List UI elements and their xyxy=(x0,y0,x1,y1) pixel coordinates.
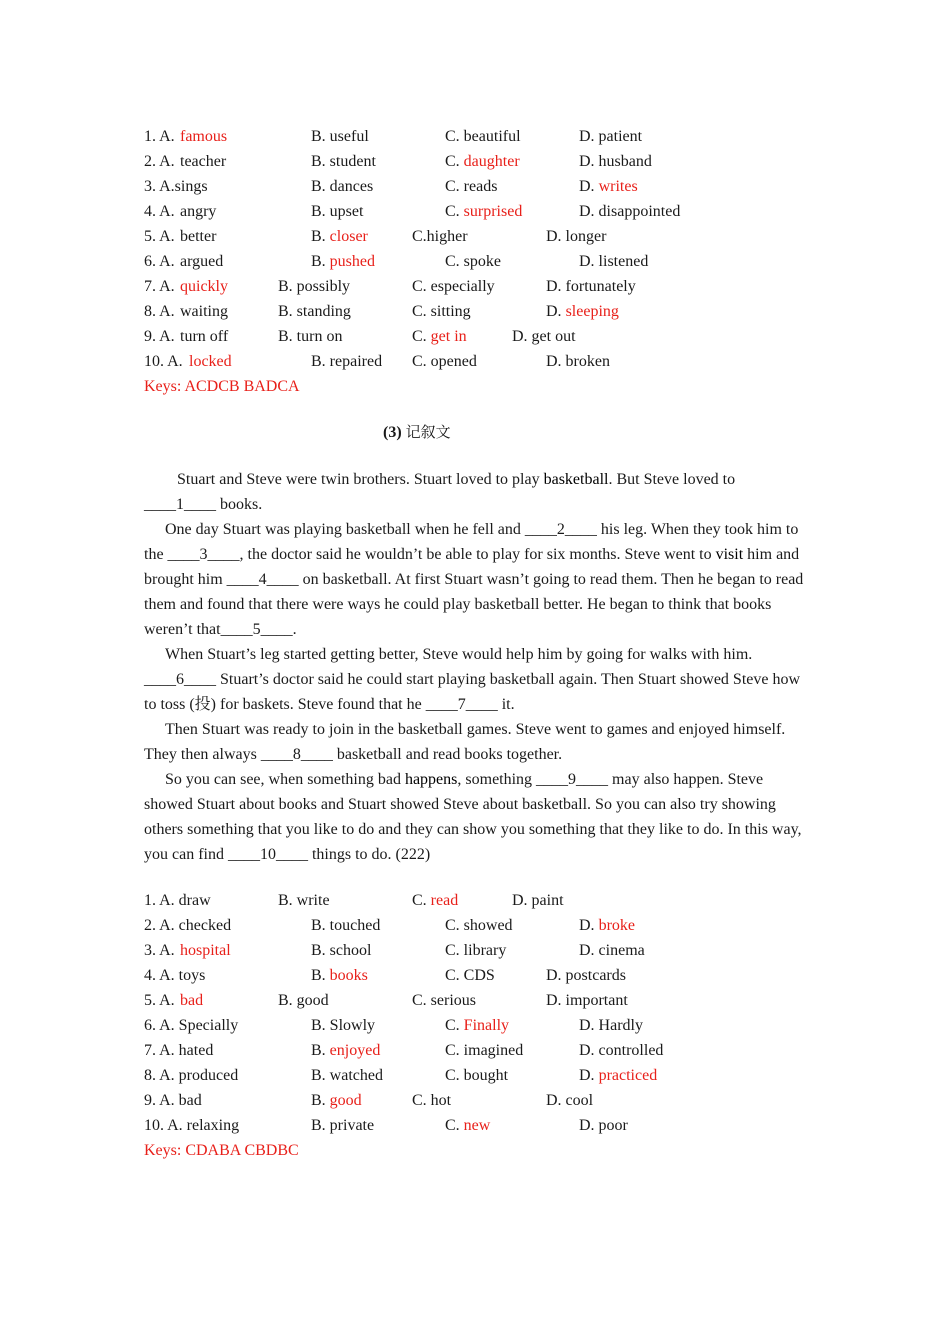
option-label: D. xyxy=(579,1067,595,1084)
heading-number: (3) xyxy=(383,424,402,441)
option-d: D. longer xyxy=(546,228,607,245)
option-d: D. cool xyxy=(546,1092,594,1109)
option-b xyxy=(311,1038,380,1063)
option-c xyxy=(445,1013,509,1038)
passage-paragraph: One day Stuart was playing basketball when he fell and ____2____ his leg. When they took him to the ____3____, the doctor said he wouldn’t be able to play for six months. Steve went to visit him and brought him ____4____ on basketball. At first Stuart wasn’t going to read them. Then he began to read them and found that there were ways he could play basketball better. He began to think that books weren’t that____5____. xyxy=(144,521,804,638)
question-number: 4. A. xyxy=(144,203,175,220)
option-d: D. broken xyxy=(546,353,610,370)
option-label: B. xyxy=(311,228,326,245)
option-a-correct: bad xyxy=(180,992,204,1009)
option-label: D. xyxy=(579,917,595,934)
option-d: D. important xyxy=(546,992,628,1009)
question-number: 2. A. xyxy=(144,153,175,170)
option-b: B. private xyxy=(311,1117,375,1134)
option-d-correct: writes xyxy=(598,178,638,195)
question-number: 5. A. xyxy=(144,228,175,245)
option-d: D. husband xyxy=(579,153,652,170)
option-b: B. useful xyxy=(311,128,369,145)
question-number: 1. A. draw xyxy=(144,892,211,909)
option-c xyxy=(445,149,520,174)
passage-paragraph: So you can see, when something bad happens, something ____9____ may also happen. Steve showed Stuart about books and Stuart showed Steve about basketball. So you can also try showing others something that you like to do and they can show you something that they like to do. In this way, you can find ____10____ things to do. (222) xyxy=(144,771,802,863)
option-c: C. showed xyxy=(445,917,513,934)
option-c-correct: new xyxy=(463,1117,491,1134)
option-label: C. xyxy=(412,328,427,345)
option-c: C. serious xyxy=(412,992,476,1009)
option-a: turn off xyxy=(180,328,229,345)
option-b: B. write xyxy=(278,892,330,909)
option-c-correct: Finally xyxy=(463,1017,510,1034)
passage-paragraph: Stuart and Steve were twin brothers. Stuart loved to play basketball. But Steve loved to ____1____ books. xyxy=(144,471,736,513)
question-number: 9. A. bad xyxy=(144,1092,202,1109)
option-d-correct: broke xyxy=(598,917,635,934)
option-b: B. standing xyxy=(278,303,351,320)
option-b xyxy=(311,963,368,988)
question-number: 7. A. xyxy=(144,278,175,295)
passage xyxy=(144,467,808,867)
option-c: C. spoke xyxy=(445,253,501,270)
option-c-correct: daughter xyxy=(463,153,520,170)
question-number: 10. A. xyxy=(144,353,183,370)
option-b: B. turn on xyxy=(278,328,343,345)
option-c xyxy=(445,1113,490,1138)
answer-keys: Keys: CDABA CBDBC xyxy=(144,1142,299,1159)
option-label: D. xyxy=(546,303,562,320)
option-a-correct: famous xyxy=(180,128,228,145)
option-d: D. disappointed xyxy=(579,203,681,220)
option-c: C. opened xyxy=(412,353,477,370)
option-b xyxy=(311,224,368,249)
option-b: B. good xyxy=(278,992,329,1009)
option-a: angry xyxy=(180,203,217,220)
option-b xyxy=(311,1088,362,1113)
question-number: 8. A. xyxy=(144,303,175,320)
option-c: C. library xyxy=(445,942,507,959)
option-a: waiting xyxy=(180,303,228,320)
option-c-correct: read xyxy=(430,892,459,909)
section-heading xyxy=(383,420,451,445)
option-c xyxy=(412,888,458,913)
option-d xyxy=(579,913,635,938)
question-number: 6. A. Specially xyxy=(144,1017,239,1034)
option-c xyxy=(412,324,467,349)
option-b: B. possibly xyxy=(278,278,351,295)
option-label: C. xyxy=(445,203,460,220)
option-d: D. fortunately xyxy=(546,278,636,295)
option-b: B. Slowly xyxy=(311,1017,376,1034)
question-number: 3. A. xyxy=(144,942,175,959)
option-d: D. get out xyxy=(512,328,576,345)
option-label: C. xyxy=(445,1017,460,1034)
option-a-correct: hospital xyxy=(180,942,231,959)
option-label: C. xyxy=(412,892,427,909)
option-label: B. xyxy=(311,1092,326,1109)
question-number: 7. A. hated xyxy=(144,1042,214,1059)
option-d: D. Hardly xyxy=(579,1017,643,1034)
option-c: C. beautiful xyxy=(445,128,521,145)
option-b-correct: enjoyed xyxy=(329,1042,381,1059)
option-d xyxy=(579,1063,657,1088)
option-label: D. xyxy=(579,178,595,195)
option-d: D. postcards xyxy=(546,967,626,984)
option-c: C. sitting xyxy=(412,303,471,320)
option-a: argued xyxy=(180,253,224,270)
option-c: C. imagined xyxy=(445,1042,524,1059)
question-number: 6. A. xyxy=(144,253,175,270)
option-d-correct: practiced xyxy=(598,1067,658,1084)
option-d-correct: sleeping xyxy=(565,303,619,320)
option-a-correct: quickly xyxy=(180,278,228,295)
option-b-correct: good xyxy=(329,1092,362,1109)
option-a-correct: locked xyxy=(189,353,232,370)
passage-paragraph: When Stuart’s leg started getting better, Steve would help him by going for walks with him. ____6____ Stuart’s doctor said he could start playing basketball again. Then Stuart showed Steve how to toss (投) for baskets. Steve found that he ____7____ it. xyxy=(144,646,801,713)
option-c: C. bought xyxy=(445,1067,509,1084)
option-d: D. controlled xyxy=(579,1042,664,1059)
option-d: D. paint xyxy=(512,892,564,909)
option-a: better xyxy=(180,228,217,245)
option-b: B. repaired xyxy=(311,353,383,370)
answer-keys: Keys: ACDCB BADCA xyxy=(144,378,300,395)
heading-title: 记叙文 xyxy=(405,423,451,441)
option-c xyxy=(445,199,522,224)
option-c: C. hot xyxy=(412,1092,452,1109)
option-b: B. upset xyxy=(311,203,364,220)
option-d: D. poor xyxy=(579,1117,628,1134)
option-b: B. student xyxy=(311,153,376,170)
option-b-correct: books xyxy=(329,967,368,984)
passage-paragraph: Then Stuart was ready to join in the basketball games. Steve went to games and enjoyed himself. They then always ____8____ basketball and read books together. xyxy=(144,721,786,763)
option-b: B. dances xyxy=(311,178,374,195)
question-number: 9. A. xyxy=(144,328,175,345)
question-number: 3. A.sings xyxy=(144,178,208,195)
option-c-correct: get in xyxy=(430,328,467,345)
option-c: C. especially xyxy=(412,278,495,295)
option-b-correct: closer xyxy=(329,228,368,245)
option-d xyxy=(579,174,638,199)
option-b: B. school xyxy=(311,942,372,959)
question-number: 1. A. xyxy=(144,128,175,145)
option-c-correct: surprised xyxy=(463,203,523,220)
option-b xyxy=(311,249,375,274)
option-d: D. cinema xyxy=(579,942,645,959)
option-b: B. watched xyxy=(311,1067,383,1084)
option-d: D. patient xyxy=(579,128,643,145)
question-number: 10. A. relaxing xyxy=(144,1117,240,1134)
option-a: teacher xyxy=(180,153,227,170)
option-d: D. listened xyxy=(579,253,649,270)
question-number: 5. A. xyxy=(144,992,175,1009)
option-d xyxy=(546,299,619,324)
option-label: B. xyxy=(311,967,326,984)
option-label: B. xyxy=(311,1042,326,1059)
option-c: C. CDS xyxy=(445,967,495,984)
option-c: C.higher xyxy=(412,228,468,245)
option-b-correct: pushed xyxy=(329,253,375,270)
question-number: 2. A. checked xyxy=(144,917,232,934)
option-b: B. touched xyxy=(311,917,381,934)
option-label: C. xyxy=(445,153,460,170)
option-label: B. xyxy=(311,253,326,270)
option-c: C. reads xyxy=(445,178,498,195)
question-number: 8. A. produced xyxy=(144,1067,239,1084)
option-label: C. xyxy=(445,1117,460,1134)
question-number: 4. A. toys xyxy=(144,967,206,984)
